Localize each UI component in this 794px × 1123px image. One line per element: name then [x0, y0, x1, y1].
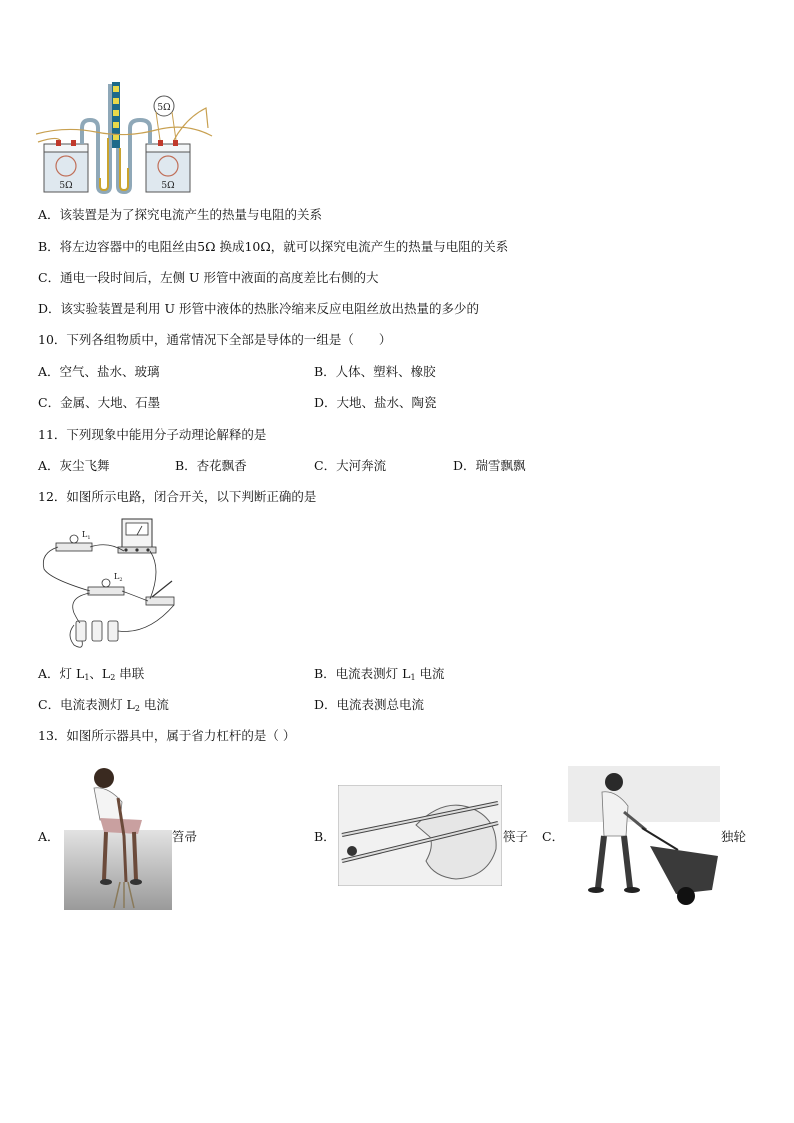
circuit-figure: [38, 513, 188, 653]
q11-stem: 11．下列现象中能用分子动理论解释的是: [38, 427, 267, 442]
q13-option-a-caption: 笤帚: [172, 829, 198, 844]
q9-option-b: B．将左边容器中的电阻丝由5Ω 换成10Ω，就可以探究电流产生的热量与电阻的关系: [38, 239, 509, 254]
q10-option-b: B．人体、塑料、橡胶: [314, 364, 436, 379]
right-resistor-label: 5Ω: [161, 181, 175, 191]
q10-option-a: A．空气、盐水、玻璃: [38, 364, 160, 379]
svg-text:L1: [82, 530, 91, 541]
q13-option-c-label: C．: [542, 829, 565, 844]
q12-option-b: B．电流表测灯 $L_1$ 电流: [314, 666, 445, 682]
q13-option-b-label: B．: [314, 829, 336, 844]
svg-text:L2: [114, 572, 123, 583]
broom-girl-image: [64, 762, 172, 910]
q9-option-a: A．该装置是为了探究电流产生的热量与电阻的关系: [38, 207, 323, 222]
q12-option-a: A．灯 $L_1$、$L_2$ 串联: [38, 666, 145, 682]
chopsticks-hand-image: [338, 785, 502, 886]
q13-stem: 13．如图所示器具中，属于省力杠杆的是（ ）: [38, 728, 296, 743]
fig-l2-subscript: 2: [119, 577, 123, 583]
q11-option-a: A．灰尘飞舞: [38, 458, 110, 473]
q13-option-b-caption: 筷子: [503, 829, 529, 844]
fig-l1-subscript: 1: [87, 535, 91, 541]
q10-option-c: C．金属、大地、石墨: [38, 395, 161, 410]
q11-option-d: D．瑞雪飘飘: [453, 458, 526, 473]
q11-option-b: B．杏花飘香: [175, 458, 247, 473]
q9-option-c: C．通电一段时间后，左侧 U 形管中液面的高度差比右侧的大: [38, 270, 379, 285]
left-resistor-label: 5Ω: [59, 181, 73, 191]
q9-option-d: D．该实验装置是利用 U 形管中液体的热胀冷缩来反应电阻丝放出热量的多少的: [38, 301, 480, 316]
q13-option-a-label: A．: [38, 829, 60, 844]
joule-heat-apparatus-figure: [36, 78, 216, 196]
q10-stem: 10．下列各组物质中，通常情况下全部是导体的一组是（ ）: [38, 332, 392, 347]
q10-option-d: D．大地、盐水、陶瓷: [314, 395, 437, 410]
fig-l1-label: L: [82, 530, 88, 539]
wheelbarrow-man-image: [568, 766, 720, 906]
q11-option-c: C．大河奔流: [314, 458, 387, 473]
q13-option-c-caption: 独轮: [721, 829, 747, 844]
q12-stem: 12．如图所示电路，闭合开关，以下判断正确的是: [38, 489, 317, 504]
fig-l2-label: L: [114, 572, 120, 581]
q12-option-c: C．电流表测灯 $L_2$ 电流: [38, 697, 169, 713]
external-resistor-label: 5Ω: [157, 103, 171, 113]
q12-option-d: D．电流表测总电流: [314, 697, 425, 712]
